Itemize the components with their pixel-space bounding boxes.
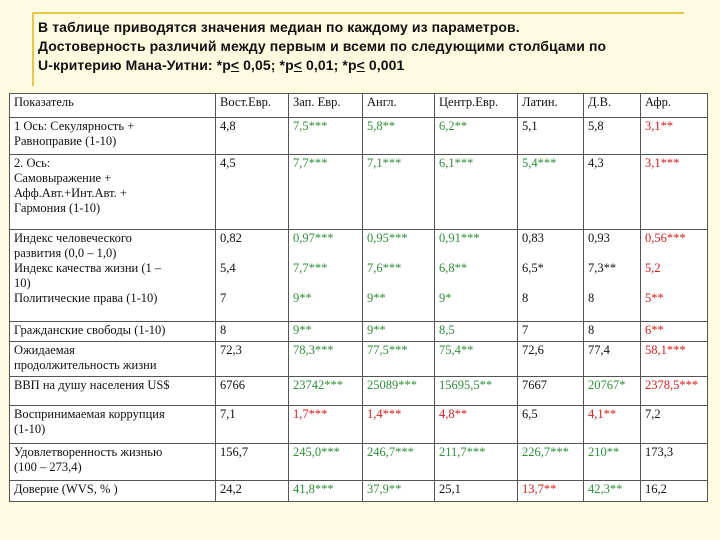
value-line — [220, 276, 284, 291]
value-line: 9** — [293, 291, 312, 306]
row-label-line: Индекс качества жизни (1 – — [14, 261, 162, 276]
value-cell: 7,2 — [641, 405, 708, 444]
value-cell: 15695,5** — [435, 376, 518, 405]
row-label — [10, 405, 216, 444]
value-line: 0,93 — [588, 231, 610, 246]
value-cell: 5,8 — [584, 118, 641, 155]
value-line — [522, 246, 579, 261]
value-line: 5,4 — [220, 261, 236, 276]
table-row — [10, 322, 708, 341]
value-cell: 4,8 — [216, 118, 289, 155]
value-cell: 4,3 — [584, 155, 641, 230]
value-cell: 42,3** — [584, 480, 641, 501]
value-line — [439, 276, 513, 291]
column-header: Д.В. — [584, 94, 641, 118]
value-line: 7,6*** — [367, 261, 402, 276]
value-line: 7,3** — [588, 261, 617, 276]
value-cell: 8 — [584, 322, 641, 341]
value-line: 9** — [367, 291, 386, 306]
value-cell: 8,5 — [435, 322, 518, 341]
results-table — [9, 93, 708, 502]
row-label — [10, 322, 216, 341]
row-label-line: Самовыражение + — [14, 171, 112, 186]
row-label-line: продолжительность жизни — [14, 357, 157, 372]
value-cell: 2378,5*** — [641, 376, 708, 405]
value-cell: 7,1*** — [363, 155, 435, 230]
value-line: 0,83 — [522, 231, 544, 246]
row-label-line: Воспринимаемая коррупция — [14, 406, 165, 421]
value-cell: 156,7 — [216, 444, 289, 480]
value-cell: 7,5*** — [289, 118, 363, 155]
table-row — [10, 444, 708, 480]
value-line — [293, 246, 358, 261]
row-label-line: Удовлетворенность жизнью — [14, 445, 163, 460]
table-row — [10, 118, 708, 155]
value-cell: 13,7** — [518, 480, 584, 501]
value-line: 7,7*** — [293, 261, 328, 276]
value-line: 5,2 — [645, 261, 661, 276]
value-cell: 5,4*** — [518, 155, 584, 230]
value-line: 0,91*** — [439, 231, 480, 246]
value-cell: 41,8*** — [289, 480, 363, 501]
table-row — [10, 405, 708, 444]
value-cell: 7 — [518, 322, 584, 341]
row-label — [10, 480, 216, 501]
value-cell: 7667 — [518, 376, 584, 405]
value-cell — [435, 230, 518, 322]
value-cell: 75,4** — [435, 341, 518, 376]
value-cell — [584, 230, 641, 322]
value-line: 6,8** — [439, 261, 468, 276]
row-label — [10, 155, 216, 230]
value-cell: 7,7*** — [289, 155, 363, 230]
row-label-line: 2. Ось: — [14, 156, 51, 171]
value-cell: 211,7*** — [435, 444, 518, 480]
value-line — [588, 276, 636, 291]
column-header: Англ. — [363, 94, 435, 118]
value-line: 8 — [588, 291, 595, 306]
value-line: 0,97*** — [293, 231, 334, 246]
row-label — [10, 376, 216, 405]
value-cell — [289, 230, 363, 322]
value-cell: 6766 — [216, 376, 289, 405]
title-line-3: U-критерию Мана-Уитни: *p< 0,05; *p< 0,01; *p< 0,001 — [38, 57, 405, 73]
value-cell: 4,1** — [584, 405, 641, 444]
row-label — [10, 444, 216, 480]
row-label-line: Гражданские свободы (1-10) — [14, 323, 166, 338]
row-label-line: Политические права (1-10) — [14, 291, 158, 306]
title-line-2: Достоверность различий между первым и всеми по следующими столбцами по — [38, 38, 607, 54]
row-label — [10, 230, 216, 322]
value-cell — [363, 230, 435, 322]
row-label-line: (1-10) — [14, 421, 46, 436]
table-row — [10, 341, 708, 376]
value-cell: 226,7*** — [518, 444, 584, 480]
row-label-line: Афф.Авт.+Инт.Авт. + — [14, 186, 127, 201]
value-line: 7 — [220, 291, 227, 306]
value-cell: 1,4*** — [363, 405, 435, 444]
value-line: 0,56*** — [645, 231, 686, 246]
value-cell: 25,1 — [435, 480, 518, 501]
value-cell: 6,2** — [435, 118, 518, 155]
value-line — [645, 276, 703, 291]
table-row — [10, 376, 708, 405]
column-header: Центр.Евр. — [435, 94, 518, 118]
value-line: 0,95*** — [367, 231, 408, 246]
value-line — [645, 246, 703, 261]
value-line — [367, 276, 430, 291]
row-label-line: ВВП на душу населения US$ — [14, 377, 170, 392]
value-line — [439, 246, 513, 261]
column-header: Афр. — [641, 94, 708, 118]
title-line-1: В таблице приводятся значения медиан по каждому из параметров. — [38, 19, 520, 35]
column-header: Вост.Евр. — [216, 94, 289, 118]
row-label-line: развития (0,0 – 1,0) — [14, 246, 117, 261]
value-line — [220, 246, 284, 261]
value-cell: 5,1 — [518, 118, 584, 155]
table-row — [10, 480, 708, 501]
results-table-image — [9, 93, 707, 502]
value-cell: 245,0*** — [289, 444, 363, 480]
value-cell: 246,7*** — [363, 444, 435, 480]
value-cell: 3,1** — [641, 118, 708, 155]
row-label-line: Равноправие (1-10) — [14, 134, 117, 148]
slide-title — [38, 18, 688, 75]
value-cell: 78,3*** — [289, 341, 363, 376]
value-line — [588, 246, 636, 261]
value-cell: 1,7*** — [289, 405, 363, 444]
value-line: 8 — [522, 291, 529, 306]
row-label-line: 1 Ось: Секулярность + — [14, 119, 135, 133]
value-cell: 5,8** — [363, 118, 435, 155]
value-cell: 77,4 — [584, 341, 641, 376]
value-cell: 9** — [363, 322, 435, 341]
value-cell — [641, 230, 708, 322]
value-cell: 77,5*** — [363, 341, 435, 376]
value-line — [367, 246, 430, 261]
table-row — [10, 155, 708, 230]
value-cell: 4,5 — [216, 155, 289, 230]
column-header: Зап. Евр. — [289, 94, 363, 118]
value-cell: 9** — [289, 322, 363, 341]
value-cell: 6,1*** — [435, 155, 518, 230]
value-cell: 72,3 — [216, 341, 289, 376]
value-cell: 72,6 — [518, 341, 584, 376]
value-cell: 24,2 — [216, 480, 289, 501]
row-label-line: (100 – 273,4) — [14, 460, 82, 475]
value-cell: 20767* — [584, 376, 641, 405]
row-label-line: Индекс человеческого — [14, 231, 132, 246]
row-label-line: Гармония (1-10) — [14, 201, 101, 216]
value-cell: 58,1*** — [641, 341, 708, 376]
value-cell: 210** — [584, 444, 641, 480]
value-cell — [518, 230, 584, 322]
value-cell: 23742*** — [289, 376, 363, 405]
column-header: Латин. — [518, 94, 584, 118]
value-cell: 8 — [216, 322, 289, 341]
value-cell: 173,3 — [641, 444, 708, 480]
value-line — [522, 276, 579, 291]
value-line: 6,5* — [522, 261, 544, 276]
value-cell — [216, 230, 289, 322]
table-row — [10, 230, 708, 322]
row-label-line: Доверие (WVS, % ) — [14, 481, 118, 496]
value-cell: 6** — [641, 322, 708, 341]
value-cell: 25089*** — [363, 376, 435, 405]
value-cell: 6,5 — [518, 405, 584, 444]
value-cell: 4,8** — [435, 405, 518, 444]
row-label — [10, 118, 216, 155]
value-line — [293, 276, 358, 291]
row-label-line: 10) — [14, 276, 31, 291]
value-line: 5** — [645, 291, 664, 306]
value-cell: 7,1 — [216, 405, 289, 444]
column-header: Показатель — [10, 94, 216, 118]
value-cell: 16,2 — [641, 480, 708, 501]
value-cell: 37,9** — [363, 480, 435, 501]
value-line: 0,82 — [220, 231, 242, 246]
row-label — [10, 341, 216, 376]
value-line: 9* — [439, 291, 452, 306]
value-cell: 3,1*** — [641, 155, 708, 230]
table-header-row — [10, 94, 708, 118]
row-label-line: Ожидаемая — [14, 342, 75, 357]
